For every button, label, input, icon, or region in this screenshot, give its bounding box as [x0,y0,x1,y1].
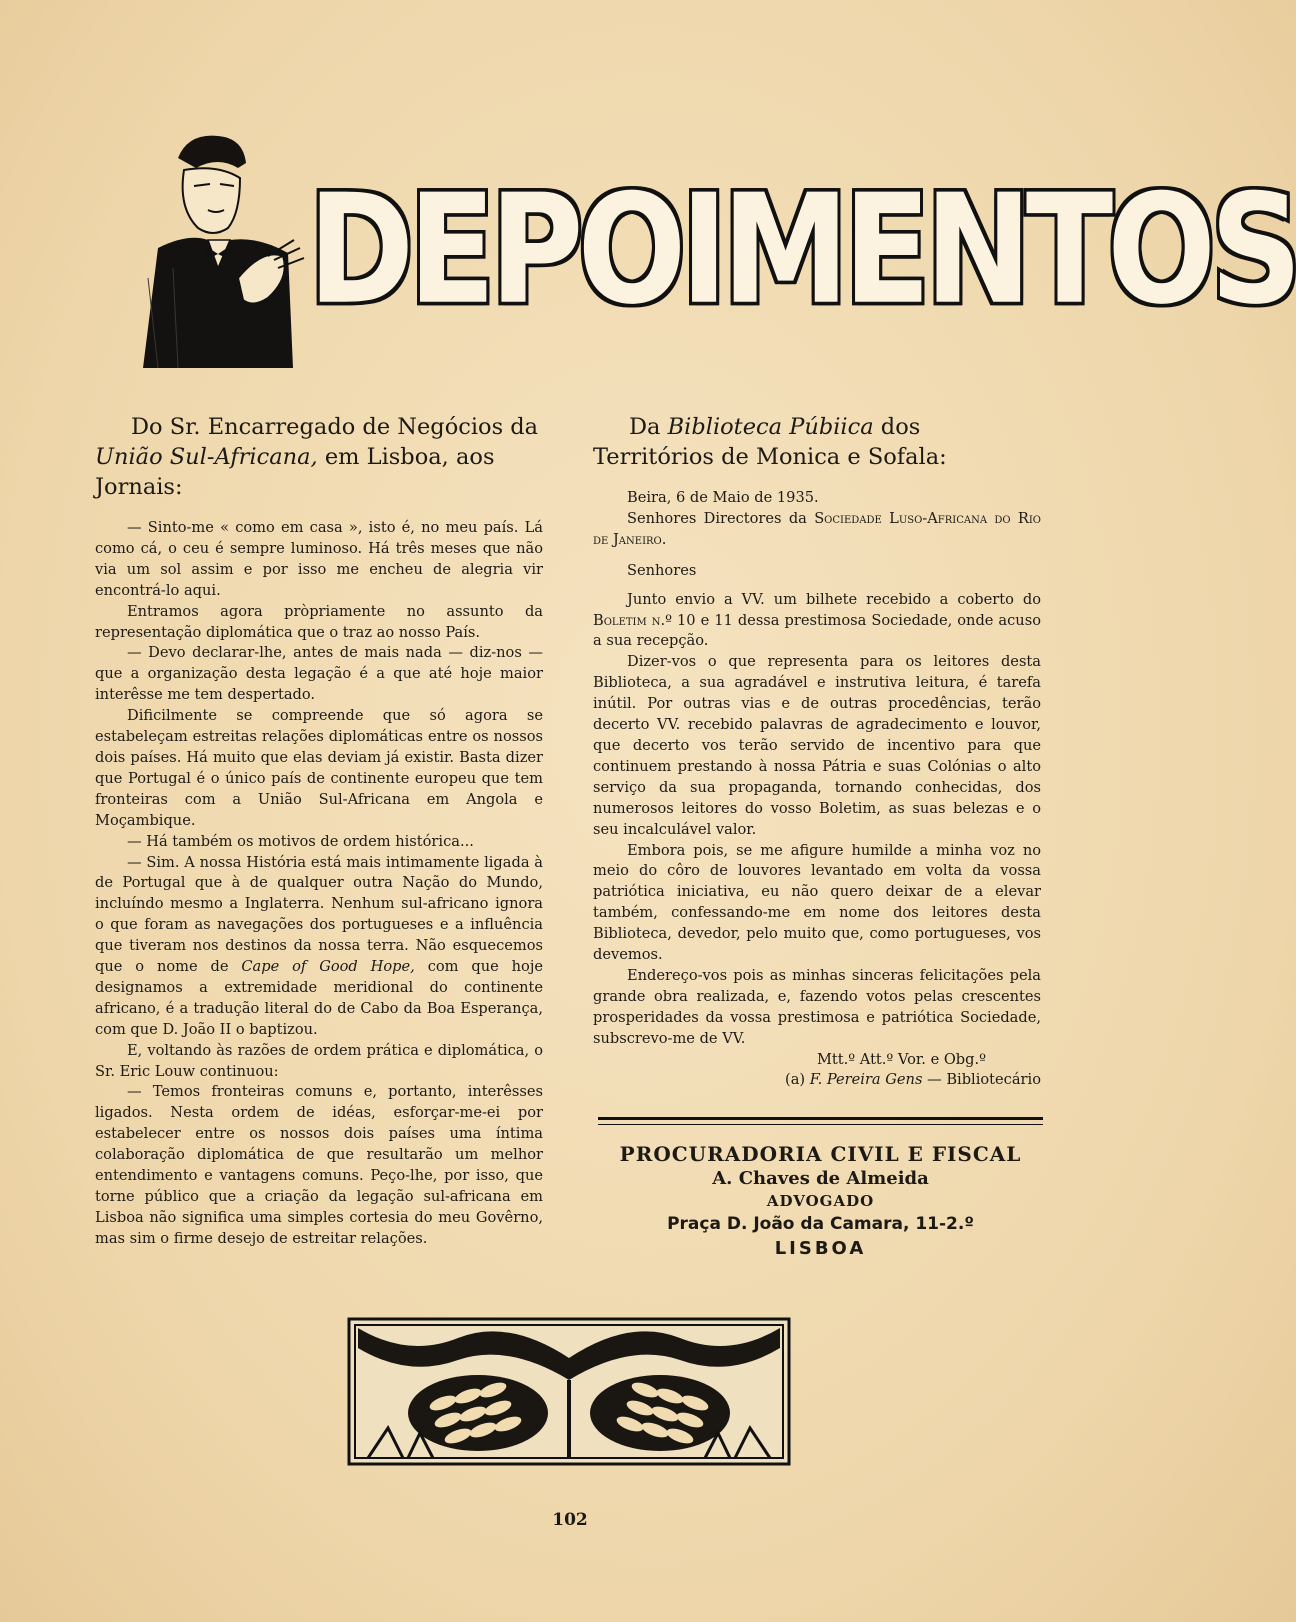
title-banner [308,162,1296,338]
banana-woodcut-ornament [348,1318,790,1465]
paragraph: — Há também os motivos de ordem histórica... [127,832,474,850]
advert-heading: PROCURADORIA CIVIL E FISCAL [619,1142,1022,1166]
signature-role: — Bibliotecário [922,1071,1041,1089]
paragraph: — Temos fronteiras comuns e, portanto, interêsses ligados. Nesta ordem de idéas, esforçar-me-ei por estabelecer entre os nossos dois países uma íntima colaboração diplomática de que resultarão um melhor entendimento e vantagens comuns. Peço-lhe, por isso, que torne público que a criação da legação sul-africana em Lisboa não significa uma simples cortesia do meu Govêrno, mas sim o firme desejo de estreitar relações. [95,1083,543,1247]
letter-closing: Mtt.º Att.º Vor. e Obg.º [816,1050,986,1068]
paragraph: Embora pois, se me afigure humilde a minha voz no meio do côro de louvores levantado em volta da vossa patriótica iniciativa, eu não quero deixar de a elevar também, confessando-me em nome dos leitores desta Biblioteca, devedor, pelo muito que, como portugueses, vos devemos. [593,841,1041,964]
left-column [95,412,543,1250]
gentleman-portrait-illustration [118,128,318,368]
left-lead [95,412,543,502]
paragraph [593,590,1041,653]
letter-date: Beira, 6 de Maio de 1935. [627,489,819,506]
left-lead-text-1: Do Sr. Encarregado de Negócios da [131,414,539,440]
paragraph-smallcaps: Boletim n.º [593,611,672,629]
paragraph: Dificilmente se compreende que só agora se estabeleçam estreitas relações diplomáticas entre os nossos dois países. Há muito que elas deviam já existir. Basta dizer que Portugal é o único país de continente europeu que tem fronteiras com a União Sul-Africana em Angola e Moçambique. [95,707,543,829]
paragraph-text: — Sim. A nossa História está mais intimamente ligada à de Portugal que à de qualquer outra Nação do Mundo, incluíndo mesmo a Inglaterra. Nenhum sul-africano ignora o que foram as navegações dos portugueses e a influência que tiveram nos destinos da nossa terra. Não esquecemos que o nome de [95,853,543,976]
divider [598,1117,1043,1120]
right-lead-emphasis: Biblioteca Púbiica [667,414,874,440]
left-lead-emphasis: União Sul-Africana, [95,444,318,470]
paragraph: Endereço-vos pois as minhas sinceras felicitações pela grande obra realizada, e, fazendo votos pelas crescentes prosperidades da vossa prestimosa e patriótica Sociedade, subscrevo-me de VV. [593,966,1041,1047]
address-org: Sociedade Luso-Africana do Rio de Janeiro. [593,509,1042,548]
paragraph: — Sinto-me « como em casa », isto é, no meu país. Lá como cá, o ceu é sempre luminoso. Há três meses que não via um sol assim e por isso me encheu de alegria vir encontrá-lo aqui. [95,519,543,599]
advert-profession: ADVOGADO [766,1192,875,1210]
page-title: DEPOIMENTOS [308,162,1296,338]
right-column [593,412,1041,1091]
right-lead [593,412,1041,472]
masthead [118,128,1296,378]
paragraph-emphasis: Cape of Good Hope, [241,958,415,976]
divider [598,1124,1043,1125]
letter-body [593,488,1041,1091]
left-lead-text-2: em Lisboa, aos Jornais: [95,444,495,500]
letter-salutation: Senhores [627,561,697,579]
right-lead-text-1: Da [629,414,668,440]
advert-city: LISBOA [774,1238,867,1259]
signature-name: F. Pereira Gens [809,1071,923,1089]
letter-signature [593,1070,1041,1091]
law-office-advert [598,1142,1043,1259]
letter-address [593,509,1041,551]
advert-name: A. Chaves de Almeida [712,1168,929,1189]
paragraph: Entramos agora pròpriamente no assunto da representação diplomática que o traz ao nosso País. [95,602,543,641]
right-lead-text-2: dos Territórios de Monica e Sofala: [593,414,947,470]
paragraph [95,853,543,1041]
advert-rule [598,1117,1043,1129]
paragraph-text: Junto envio a VV. um bilhete recebido a coberto do [627,590,1041,608]
paragraph-text: 10 e 11 dessa prestimosa Sociedade, onde acuso a sua recepção. [593,611,1041,650]
address-text: Senhores Directores da [627,509,815,527]
paragraph: E, voltando às razões de ordem prática e diplomática, o Sr. Eric Louw continuou: [95,1041,543,1080]
signature-prefix: (a) [785,1071,810,1089]
left-body [95,518,543,1250]
paragraph-text: com que hoje designamos a extremidade meridional do continente africano, é a tradução literal do de Cabo da Boa Esperança, com que D. João II o baptizou. [95,958,543,1038]
paragraph: Dizer-vos o que representa para os leitores desta Biblioteca, a sua agradável e instrutiva leitura, é tarefa inútil. Por outras vias e de outras procedências, terão decerto VV. recebido palavras de agradecimento e louvor, que decerto vos terão servido de incentivo para que continuem prestando à nossa Pátria e suas Colónias o alto serviço da sua propaganda, tornando conhecidas, dos numerosos leitores do vosso Boletim, as suas belezas e o seu incalculável valor. [593,653,1041,838]
paragraph: — Devo declarar-lhe, antes de mais nada — diz-nos — que a organização desta legação é a que até hoje maior interêsse me tem despertado. [95,644,543,704]
page-number: 102 [552,1510,588,1530]
advert-address: Praça D. João da Camara, 11-2.º [667,1214,974,1234]
